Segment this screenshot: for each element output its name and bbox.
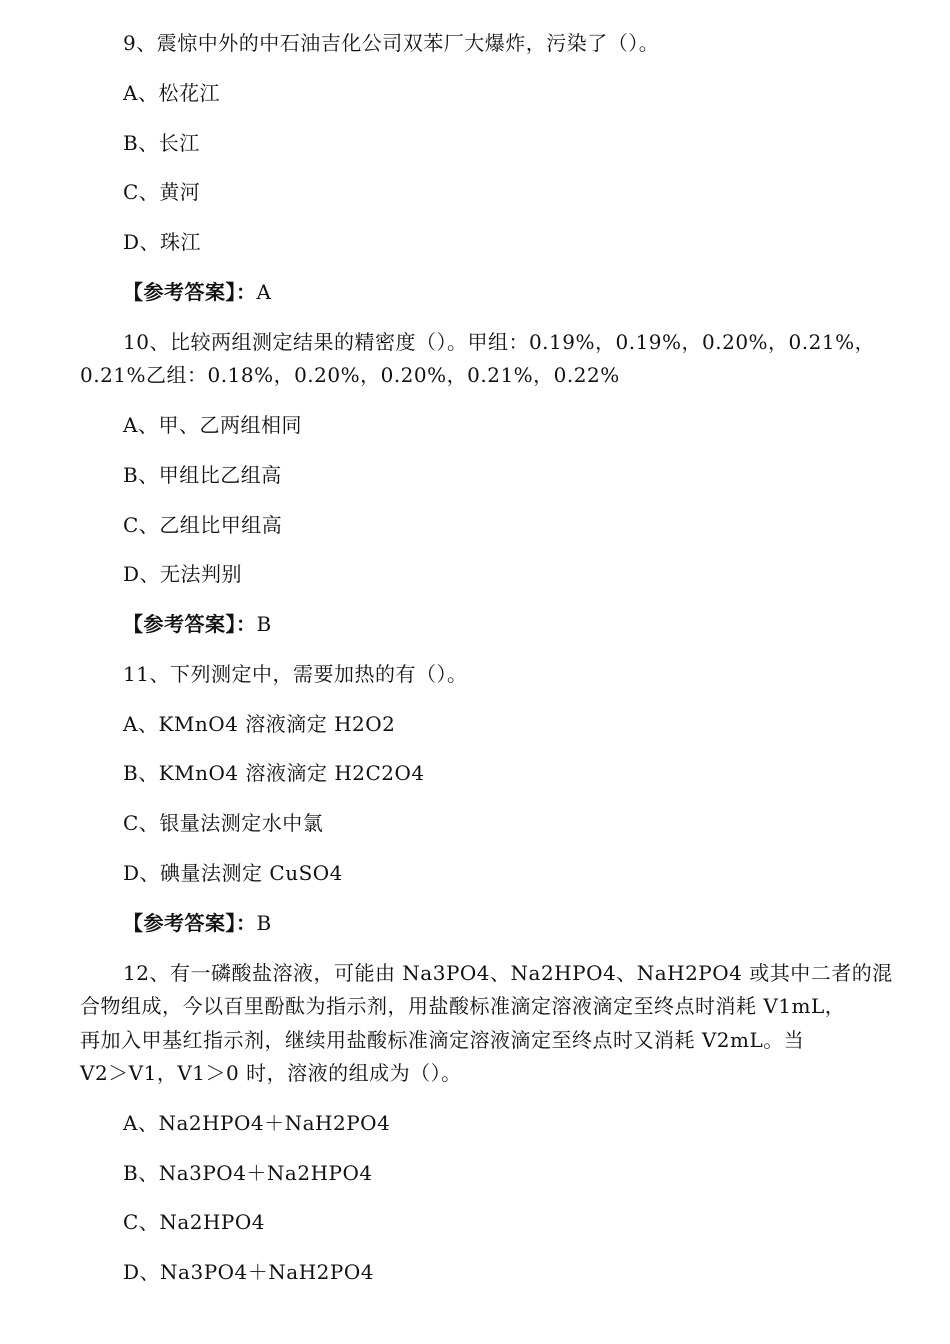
option-letter: C、	[123, 811, 160, 835]
question-11-option-b	[123, 760, 425, 786]
question-11-option-d	[123, 860, 343, 886]
option-letter: D、	[123, 861, 161, 885]
option-text: 无法判别	[160, 562, 243, 586]
question-11-option-a	[123, 711, 395, 737]
option-letter: C、	[123, 1210, 160, 1234]
question-12-stem-line-2: 合物组成，今以百里酚酞为指示剂，用盐酸标准滴定溶液滴定至终点时消耗 V1mL，	[80, 994, 846, 1018]
option-letter: B、	[123, 131, 159, 155]
question-9-option-c	[123, 179, 200, 205]
option-letter: A、	[123, 413, 159, 437]
option-text: 乙组比甲组高	[159, 513, 283, 537]
question-10-stem-line-1: 10、比较两组测定结果的精密度（）。甲组：0.19%，0.19%，0.20%，0.21%，	[123, 330, 876, 354]
option-text: 甲组比乙组高	[158, 463, 282, 487]
question-11-stem: 11、下列测定中，需要加热的有（）。	[123, 662, 468, 686]
question-12-stem-line-1: 12、有一磷酸盐溶液，可能由 Na3PO4、Na2HPO4、NaH2PO4 或其中二者的混	[123, 961, 893, 985]
option-letter: B、	[123, 761, 159, 785]
option-text: 长江	[158, 131, 200, 155]
question-11-option-c	[123, 810, 323, 836]
answer-value: B	[256, 911, 272, 935]
answer-value: B	[256, 612, 272, 636]
question-12-option-b	[123, 1160, 373, 1186]
question-11-answer	[123, 910, 272, 936]
option-letter: B、	[123, 1161, 159, 1185]
question-12-stem-line-3: 再加入甲基红指示剂，继续用盐酸标准滴定溶液滴定至终点时又消耗 V2mL。当	[80, 1028, 805, 1052]
option-text: 甲、乙两组相同	[158, 413, 302, 437]
question-12-option-d	[123, 1259, 374, 1285]
option-text: 碘量法测定 CuSO4	[160, 861, 343, 885]
answer-value: A	[256, 280, 272, 304]
question-9-option-a	[123, 80, 220, 106]
option-text: Na3PO4＋Na2HPO4	[158, 1161, 373, 1185]
question-10-option-a	[123, 412, 302, 438]
question-10-stem-line-2: 0.21%乙组：0.18%，0.20%，0.20%，0.21%，0.22%	[80, 363, 620, 387]
question-9-answer	[123, 279, 271, 305]
question-12-option-a	[123, 1110, 390, 1136]
question-9-option-d	[123, 229, 201, 255]
option-letter: D、	[123, 230, 161, 254]
option-letter: A、	[123, 1111, 159, 1135]
question-12-option-c	[123, 1209, 265, 1235]
question-10-option-b	[123, 462, 282, 488]
option-text: Na2HPO4＋NaH2PO4	[158, 1111, 391, 1135]
option-text: Na2HPO4	[159, 1210, 265, 1234]
option-text: 银量法测定水中氯	[159, 811, 324, 835]
question-10-option-d	[123, 561, 242, 587]
answer-label: 【参考答案】：	[123, 911, 257, 935]
option-text: 黄河	[159, 180, 201, 204]
option-text: 珠江	[160, 230, 202, 254]
question-12-stem-line-4: V2＞V1，V1＞0 时，溶液的组成为（）。	[80, 1061, 462, 1085]
question-9-stem: 9、震惊中外的中石油吉化公司双苯厂大爆炸，污染了（）。	[123, 31, 660, 55]
option-text: KMnO4 溶液滴定 H2C2O4	[158, 761, 425, 785]
option-letter: B、	[123, 463, 159, 487]
option-text: 松花江	[158, 81, 220, 105]
option-letter: C、	[123, 513, 160, 537]
question-10-option-c	[123, 512, 282, 538]
answer-label: 【参考答案】：	[123, 612, 257, 636]
answer-label: 【参考答案】：	[123, 280, 257, 304]
option-letter: C、	[123, 180, 160, 204]
option-letter: A、	[123, 81, 159, 105]
option-text: Na3PO4＋NaH2PO4	[160, 1260, 374, 1284]
option-letter: A、	[123, 712, 159, 736]
question-10-answer	[123, 611, 272, 637]
question-9-option-b	[123, 130, 200, 156]
option-text: KMnO4 溶液滴定 H2O2	[158, 712, 396, 736]
option-letter: D、	[123, 562, 161, 586]
option-letter: D、	[123, 1260, 161, 1284]
